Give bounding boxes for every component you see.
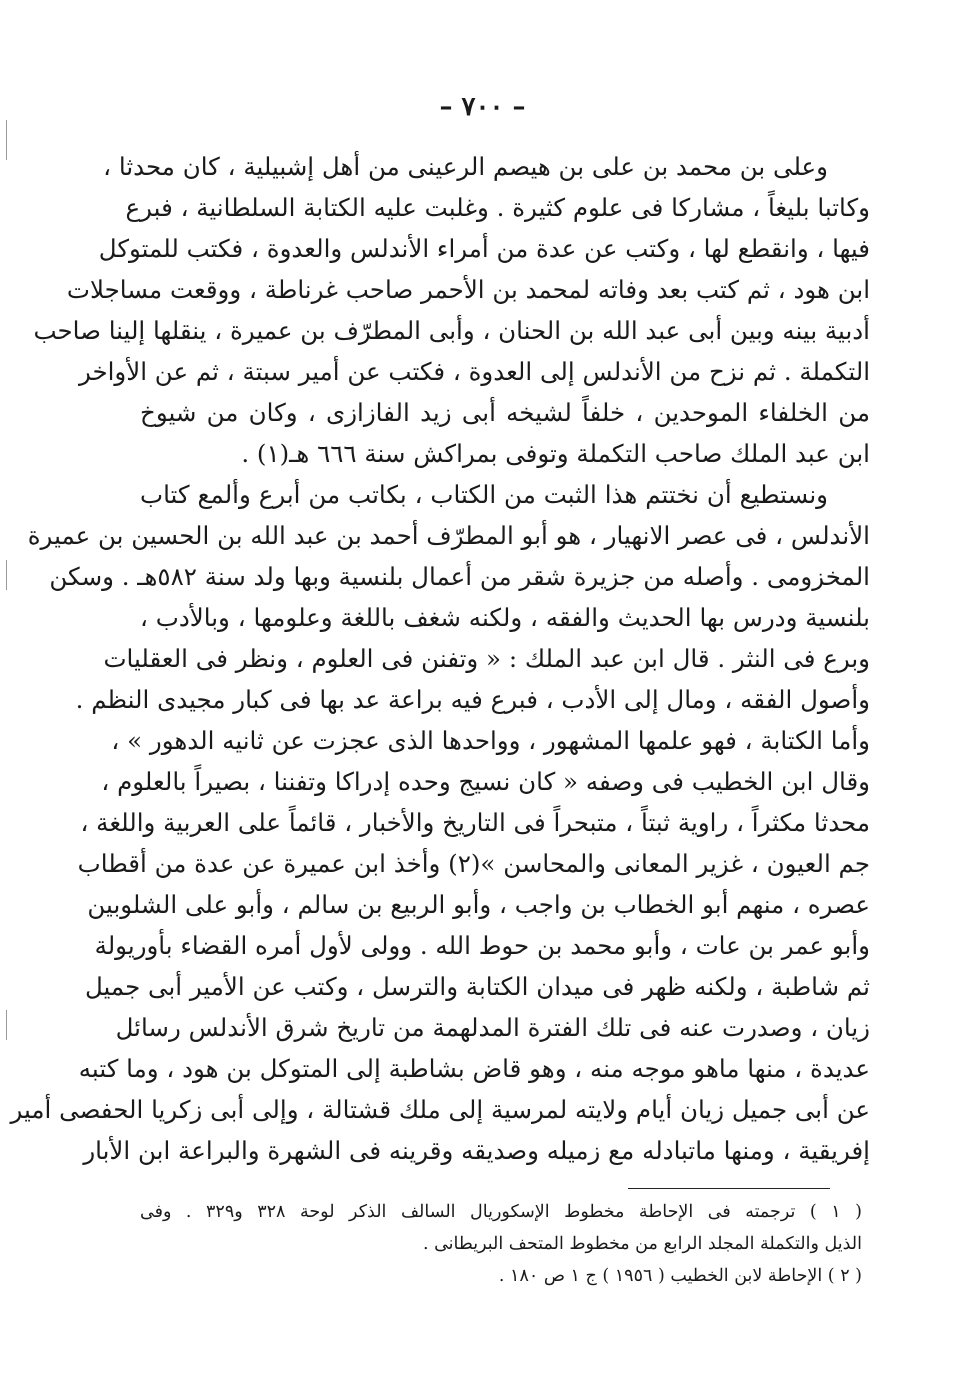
scan-edge-mark	[6, 560, 7, 590]
footnote-line: ( ١ ) ترجمته فى الإحاطة مخطوط الإسكوريال السالف الذكر لوحة ٣٢٨ و٣٢٩ . وفى	[140, 1202, 863, 1222]
text-line: ثم شاطبة ، ولكنه ظهر فى ميدان الكتابة والترسل ، وكتب عن الأمير أبى جميل	[84, 972, 870, 1001]
text-line: التكملة . ثم نزح من الأندلس إلى العدوة ، فكتب عن أمير سبتة ، ثم عن الأواخر	[78, 357, 870, 386]
text-line: محدثا مكثراً ، راوية ثبتاً ، متبحراً فى التاريخ والأخبار ، قائماً على العربية واللغة ،	[80, 808, 870, 837]
text-line: وأبو عمر بن عات ، وأبو محمد بن حوط الله . وولى لأول أمره القضاء بأوريولة	[94, 931, 870, 960]
footnotes	[140, 1196, 862, 1292]
footnote-line: ( ٢ ) الإحاطة لابن الخطيب ( ١٩٥٦ ) ج ١ ص ١٨٠ .	[498, 1266, 862, 1286]
text-line: وعلى بن محمد بن على بن هيصم الرعينى من أهل إشبيلية ، كان محدثا ،	[103, 152, 828, 181]
text-line: عصره ، منهم أبو الخطاب بن واجب ، وأبو الربيع بن سالم ، وأبو على الشلوبين	[87, 890, 870, 919]
text-line: المخزومى . وأصله من جزيرة شقر من أعمال بلنسية وبها ولد سنة ٥٨٢هـ . وسكن	[49, 562, 870, 591]
text-line: عن أبى جميل زيان أيام ولايته لمرسية إلى ملك قشتالة ، وإلى أبى زكريا الحفصى أمير	[10, 1095, 870, 1124]
scan-edge-mark	[6, 120, 7, 160]
footnote-line: الذيل والتكملة المجلد الرابع من مخطوط المتحف البريطانى .	[422, 1234, 862, 1254]
text-line: أدبية بينه وبين أبى عبد الله بن الحنان ، وأبى المطرّف بن عميرة ، ينقلها إلينا صاحب	[33, 316, 870, 345]
text-line: من الخلفاء الموحدين ، خلفاً لشيخه أبى زيد الفازازى ، وكان من شيوخ	[140, 398, 870, 427]
text-line: إفريقية ، ومنها ماتبادله مع زميله وصديقه وقرينه فى الشهرة والبراعة ابن الأبار	[83, 1136, 870, 1165]
text-line: ونستطيع أن نختتم هذا الثبت من الكتاب ، بكاتب من أبرع وألمع كتاب	[140, 480, 828, 509]
scan-edge-mark	[6, 1010, 7, 1040]
text-line: الأندلس ، فى عصر الانهيار ، هو أبو المطرّف أحمد بن عبد الله بن الحسين بن عميرة	[27, 521, 870, 550]
text-line: وقال ابن الخطيب فى وصفه « كان نسيج وحده إدراكا وتفننا ، بصيراً بالعلوم ،	[101, 767, 870, 796]
text-line: ابن هود ، ثم كتب بعد وفاته لمحمد بن الأحمر صاحب غرناطة ، ووقعت مساجلات	[66, 275, 870, 304]
text-line: ابن عبد الملك صاحب التكملة وتوفى بمراكش سنة ٦٦٦ هـ(١) .	[241, 439, 870, 468]
text-line: عديدة ، منها ماهو موجه منه ، وهو قاض بشاطبة إلى المتوكل بن هود ، وما كتبه	[78, 1054, 870, 1083]
footnote-divider	[628, 1188, 830, 1189]
text-line: زيان ، وصدرت عنه فى تلك الفترة المدلهمة من تاريخ شرق الأندلس رسائل	[115, 1013, 870, 1042]
text-line: بلنسية ودرس بها الحديث والفقه ، ولكنه شغف باللغة وعلومها ، وبالأدب ،	[140, 603, 870, 632]
text-line: جم العيون ، غزير المعانى والمحاسن »(٢) وأخذ ابن عميرة عن عدة من أقطاب	[77, 849, 870, 878]
text-line: وكاتبا بليغاً ، مشاركا فى علوم كثيرة . وغلبت عليه الكتابة السلطانية ، فبرع	[125, 193, 870, 222]
text-line: وبرع فى النثر . قال ابن عبد الملك : « وتفنن فى العلوم ، ونظر فى العقليات	[103, 644, 870, 673]
text-line: وأما الكتابة ، فهو علمها المشهور ، وواحدها الذى عجزت عن ثانيه الدهور » ،	[111, 726, 870, 755]
main-text	[10, 146, 870, 1171]
text-line: وأصول الفقه ، ومال إلى الأدب ، فبرع فيه براعة عد بها فى كبار مجيدى النظم .	[75, 685, 870, 714]
page-number: – ٧٠٠ –	[439, 92, 526, 122]
text-line: فيها ، وانقطع لها ، وكتب عن عدة من أمراء الأندلس والعدوة ، فكتب للمتوكل	[98, 234, 870, 263]
